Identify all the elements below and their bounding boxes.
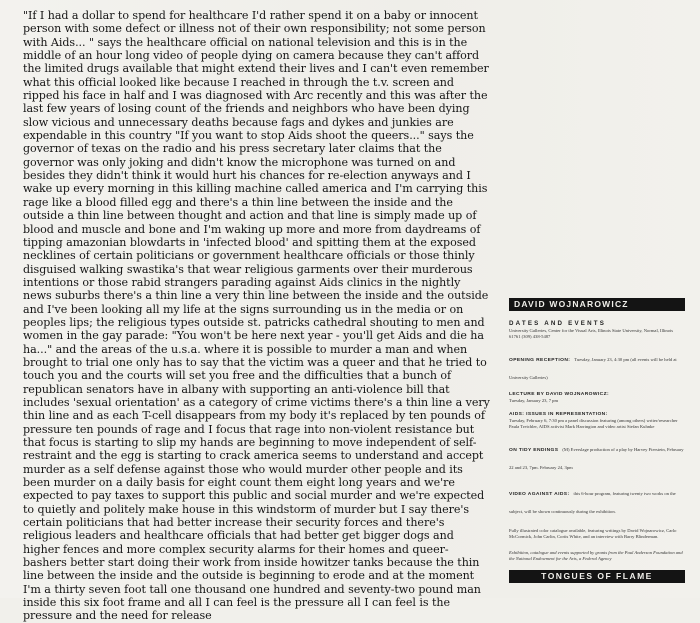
video-text: this 6-hour program, featuring twenty two works on the subject, will be shown continuously during the exhibition. (509, 491, 676, 514)
opening-label: OPENING RECEPTION: (509, 358, 571, 363)
essay-text: "If I had a dollar to spend for healthcare I'd rather spend it on a baby or innocent person with some defect or illness not of their own responsibility; not some person with Aids... " says the healthcare official on national television and this is in the middle of an hour long video of people dying on camera because they can't afford the limited drugs available that might extend their lives and I can't even remember what this official looked like because I reached in through the t.v. screen and ripped his face in half and I was diagnosed with Arc recently and this was after the last few years of losing count of the friends and neighbors who have been dying slow vicious and unnecessary deaths because fags and dykes and junkies are expendable in this country "If you want to stop Aids shoot the queers..." says the governor of texas on the radio and his press secretary later claims that the governor was only joking and didn't know the microphone was turned on and besides they didn't think it would hurt his chances for re-election anyways and I wake up every morning in this killing machine called america and I'm carrying this rage like a blood filled egg and there's a thin line between the inside and the outside a thin line between thought and action and that line is simply made up of blood and muscle and bone and I'm waking up more and more from daydreams of tipping amazonian blowdarts in 'infected blood' and spitting them at the exposed necklines of certain politicians or government healthcare officials or those thinly disguised walking swastika's that wear religious garments over their murderous intentions or those rabid strangers parading against Aids clinics in the nightly news suburbs there's a thin line a very thin line between the inside and the outside and I've been looking all my life at the signs surrounding us in the media or on peoples lips; the religious types outside st. patricks cathedral shouting to men and women in the gay parade: "You won't be here next year - you'll get Aids and die ha ha..." and the areas of the u.s.a. where it is possible to murder a man and when brought to trial one only has to say that the victim was a queer and that he tried to touch you and the courts will set you free and the difficulties that a bunch of republican senators have in albany with supporting an anti-violence bill that includes 'sexual orientation' as a category of crime victims there's a thin line a very thin line and as each T-cell disappears from my body it's replaced by ten pounds of pressure ten pounds of rage and I focus that rage into non-violent resistance but that focus is starting to slip my hands are beginning to move independent of self-restraint and the egg is starting to crack america seems to understand and accept murder as a self defense against those who would murder other people and its been murder on a daily basis for eight count them eight long years and we're expected to pay taxes to support this public and social murder and we're expected to quietly and politely make house in this windstorm of murder but I say there's certain politicians that had better increase their security forces and there's religious leaders and healthcare officials that had better get bigger dogs and higher fences and more complex security alarms for their homes and queer-bashers better start doing their work from inside howitzer tanks because the thin line between the inside and the outside is beginning to erode and at the moment I'm a thirty seven foot tall one thousand one hundred and seventy-two pound man inside this six foot frame and all I can feel is the pressure all I can feel is the pressure and the need for release (23, 9, 490, 623)
lecture-text: Tuesday, January 23, 7 pm (509, 398, 559, 403)
aids-representation (509, 412, 685, 430)
events-sidebar (509, 298, 685, 583)
aids-label: AIDS: ISSUES IN REPRESENTATION: (509, 412, 608, 417)
lecture (509, 392, 685, 404)
tidy-label: ON TIDY ENDINGS (509, 448, 559, 453)
lecture-label: LECTURE BY DAVID WOJNAROWICZ: (509, 392, 609, 397)
catalogue-text: Fully illustrated color catalogue available, featuring writings by David Wojnarowicz, Carlo McCormick, John Carlin, Cortis White, and an interview with Barry Blinderman. (509, 528, 677, 539)
opening-text: Tuesday, January 23, 4:30 pm (all events will be held at University Galleries) (509, 357, 677, 380)
aids-text: Tuesday, February 6, 7:30 pm a panel discussion featuring (among others) writer/researcher Paula Treichler, AIDS activist Mark Harrington and video artist Stefan Kuhnke (509, 418, 678, 429)
video-against-aids (509, 482, 685, 518)
footer-banner: TONGUES OF FLAME (509, 570, 685, 583)
video-label: VIDEO AGAINST AIDS: (509, 492, 570, 497)
tidy-text: (M) Everslage production of a play by Harvey Fierstein, February 22 and 23, 7pm. February 24, 3pm (509, 447, 684, 470)
tidy-endings (509, 438, 685, 474)
dates-heading: DATES AND EVENTS (509, 320, 607, 327)
venue-text: University Galleries, Center for the Visual Arts, Illinois State University, Normal, Illinois 61761 (309) 438-5487 (509, 328, 674, 339)
artist-banner: DAVID WOJNAROWICZ (509, 298, 685, 311)
opening-reception (509, 348, 685, 384)
support-text: Exhibition, catalogue and events supported by grants from the Paul Anderson Foundation and the National Endowment for the Arts, a Federal Agency (509, 550, 683, 561)
